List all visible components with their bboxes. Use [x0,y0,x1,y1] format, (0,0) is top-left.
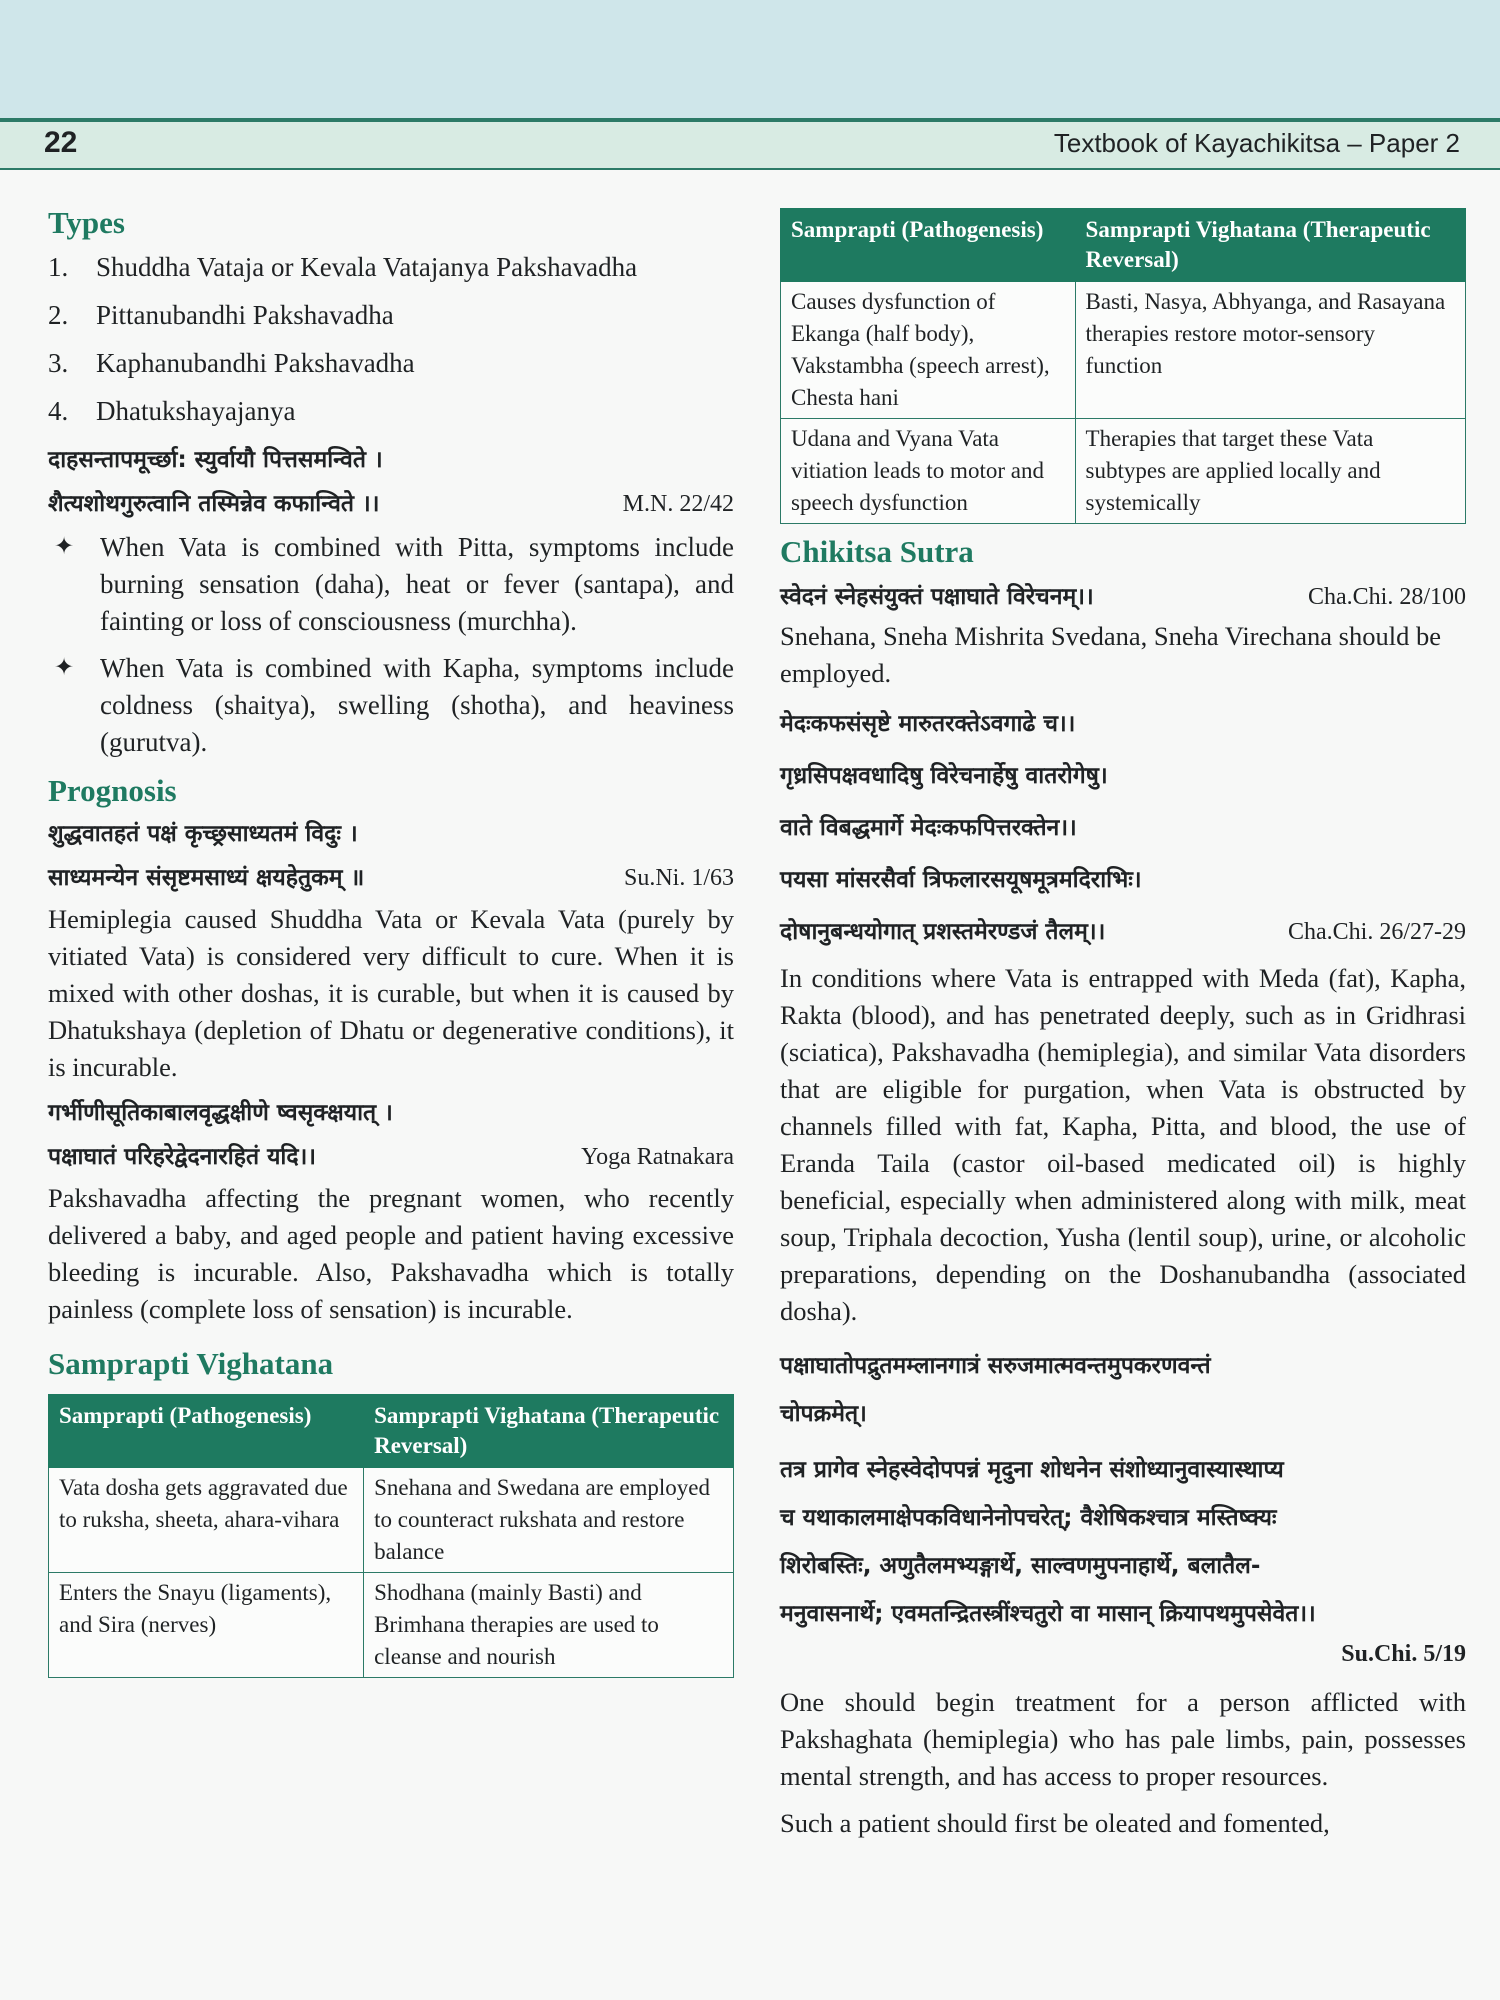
shloka-line: शुद्धवातहतं पक्षं कृच्छ्रसाध्यतमं विदुः । [48,821,358,847]
table-cell: Vata dosha gets aggravated due to ruksha, sheeta, ahara-vihara [49,1468,364,1573]
shloka-line: गर्भीणीसूतिकाबालवृद्धक्षीणे ष्वसृक्क्षयात् । [48,1100,393,1126]
chikitsa-heading: Chikitsa Sutra [780,534,974,569]
shloka-1 [48,443,734,521]
list-item: 4. Dhatukshayajanya [48,396,296,426]
table-cell: Therapies that target these Vata subtypes are applied locally and systemically [1075,419,1465,524]
page-header [0,118,1500,170]
shloka-line: चोपक्रमेत्। [780,1401,867,1427]
running-title: Textbook of Kayachikitsa – Paper 2 [1053,128,1460,158]
shloka-4 [780,580,1466,614]
table-row [781,282,1466,419]
shloka-line: तत्र प्रागेव स्नेहस्वेदोपपन्नं मृदुना शोधनेन संशोध्यानुवास्यास्थाप्य [780,1457,1284,1483]
shloka-line: शैत्यशोथगुरुत्वानि तस्मिन्नेव कफान्विते ।। [48,491,380,517]
left-column [48,205,734,1678]
table-cell: Causes dysfunction of Ekanga (half body), Vakstambha (speech arrest), Chesta hani [781,282,1076,419]
shloka-reference: Cha.Chi. 28/100 [1307,584,1466,610]
shloka-line: पक्षाघातोपद्रुतमम्लानगात्रं सरुजमात्मवन्तमुपकरणवन्तं [780,1353,1211,1379]
table-row [49,1468,734,1573]
samprapti-table [48,1394,734,1678]
table-cell: Enters the Snayu (ligaments), and Sira (nerves) [49,1573,364,1678]
incurable-paragraph: Pakshavadha affecting the pregnant women, who recently delivered a baby, and aged people and patient having excessive bleeding is incurable. Also, Pakshavadha which is totally painless (complete loss of sensation) is incurable. [48,1183,734,1324]
shloka-reference: M.N. 22/42 [622,491,734,517]
chikitsa-paragraph-3: One should begin treatment for a person afflicted with Pakshaghata (hemiplegia) who has pale limbs, pain, possesses mental strength, and has access to proper resources. [780,1687,1466,1791]
shloka-6 [780,1342,1466,1438]
dosha-bullets [48,529,734,761]
samprapti-heading: Samprapti Vighatana [48,1346,334,1381]
shloka-line: दोषानुबन्धयोगात् प्रशस्तमेरण्डजं तैलम्।। [780,919,1106,945]
table-cell: Snehana and Swedana are employed to counteract rukshata and restore balance [364,1468,734,1573]
types-heading: Types [48,205,125,240]
shloka-line: गृध्रसिपक्षवधादिषु विरेचनार्हेषु वातरोगेषु। [780,763,1108,789]
shloka-7 [780,1446,1466,1670]
shloka-line: साध्यमन्येन संसृष्टमसाध्यं क्षयहेतुकम् ॥ [48,865,365,891]
shloka-5 [780,698,1466,958]
right-column [780,208,1466,1842]
list-item: ✦ When Vata is combined with Kapha, symptoms include coldness (shaitya), swelling (shotha), and heaviness (gurutva). [48,650,734,761]
list-item: 3. Kaphanubandhi Pakshavadha [48,348,415,378]
shloka-line: मेदःकफसंसृष्टे मारुतरक्तेऽवगाढे च।। [780,711,1076,737]
table-header: Samprapti Vighatana (Therapeutic Reversal) [1075,209,1465,282]
shloka-line: मनुवासनार्थे; एवमतन्द्रितस्त्रींश्चतुरो वा मासान् क्रियापथमुपसेवेत।। [780,1601,1316,1627]
top-margin-band [0,0,1500,118]
table-row [49,1573,734,1678]
list-item: 1. Shuddha Vataja or Kevala Vatajanya Pakshavadha [48,252,638,282]
table-cell: Shodhana (mainly Basti) and Brimhana therapies are used to cleanse and nourish [364,1573,734,1678]
list-item: ✦ When Vata is combined with Pitta, symptoms include burning sensation (daha), heat or fever (santapa), and fainting or loss of consciousness (murchha). [48,529,734,640]
shloka-line: शिरोबस्तिः, अणुतैलमभ्यङ्गार्थे, साल्वणमुपनाहार्थे, बलातैल- [780,1553,1261,1579]
shloka-line: दाहसन्तापमूर्च्छा: स्युर्वायौ पित्तसमन्विते । [48,447,383,473]
star-bullet-icon: ✦ [54,534,75,560]
table-cell: Udana and Vyana Vata vitiation leads to motor and speech dysfunction [781,419,1076,524]
chikitsa-paragraph-2: In conditions where Vata is entrapped with Meda (fat), Kapha, Rakta (blood), and has penetrated deeply, such as in Gridhrasi (sciatica), Pakshavadha (hemiplegia), and similar Vata disorders that are eligible for purgation, when Vata is obstructed by channels filled with fat, Kapha, Pitta, and blood, the use of Eranda Taila (castor oil-based medicated oil) is highly beneficial, especially when administered along with milk, meat soup, Triphala decoction, Yusha (lentil soup), urine, or alcoholic preparations, depending on the Doshanubandha (associated dosha). [780,963,1466,1326]
shloka-3 [48,1096,734,1174]
shloka-line: च यथाकालमाक्षेपकविधानेनोपचरेत्; वैशेषिकश्चात्र मस्तिष्क्यः [780,1505,1277,1531]
shloka-reference: Su.Ni. 1/63 [623,865,734,891]
shloka-reference: Yoga Ratnakara [581,1144,734,1170]
table-header: Samprapti (Pathogenesis) [49,1395,364,1468]
shloka-reference: Cha.Chi. 26/27-29 [1288,919,1466,945]
shloka-reference: Su.Chi. 5/19 [1341,1641,1466,1667]
chikitsa-paragraph-1: Snehana, Sneha Mishrita Svedana, Sneha Virechana should be employed. [780,621,1441,688]
types-list [48,243,734,435]
shloka-2 [48,817,734,895]
table-header: Samprapti (Pathogenesis) [781,209,1076,282]
samprapti-table-continued [780,208,1466,524]
prognosis-heading: Prognosis [48,773,177,808]
table-row [781,419,1466,524]
shloka-line: स्वेदनं स्नेहसंयुक्तं पक्षाघाते विरेचनम्।। [780,584,1094,610]
table-header: Samprapti Vighatana (Therapeutic Reversal) [364,1395,734,1468]
shloka-line: पयसा मांसरसैर्वा त्रिफलारसयूषमूत्रमदिराभिः। [780,867,1142,893]
star-bullet-icon: ✦ [54,655,75,681]
prognosis-paragraph: Hemiplegia caused Shuddha Vata or Kevala Vata (purely by vitiated Vata) is considered very difficult to cure. When it is mixed with other doshas, it is curable, but when it is caused by Dhatukshaya (depletion of Dhatu or degenerative conditions), it is incurable. [48,904,734,1082]
list-item: 2. Pittanubandhi Pakshavadha [48,300,394,330]
page-number: 22 [44,126,78,159]
table-cell: Basti, Nasya, Abhyanga, and Rasayana therapies restore motor-sensory function [1075,282,1465,419]
shloka-line: वाते विबद्धमार्गे मेदःकफपित्तरक्तेन।। [780,815,1077,841]
shloka-line: पक्षाघातं परिहरेद्वेदनारहितं यदि।। [48,1144,317,1170]
chikitsa-paragraph-4: Such a patient should first be oleated and fomented, [780,1808,1330,1838]
